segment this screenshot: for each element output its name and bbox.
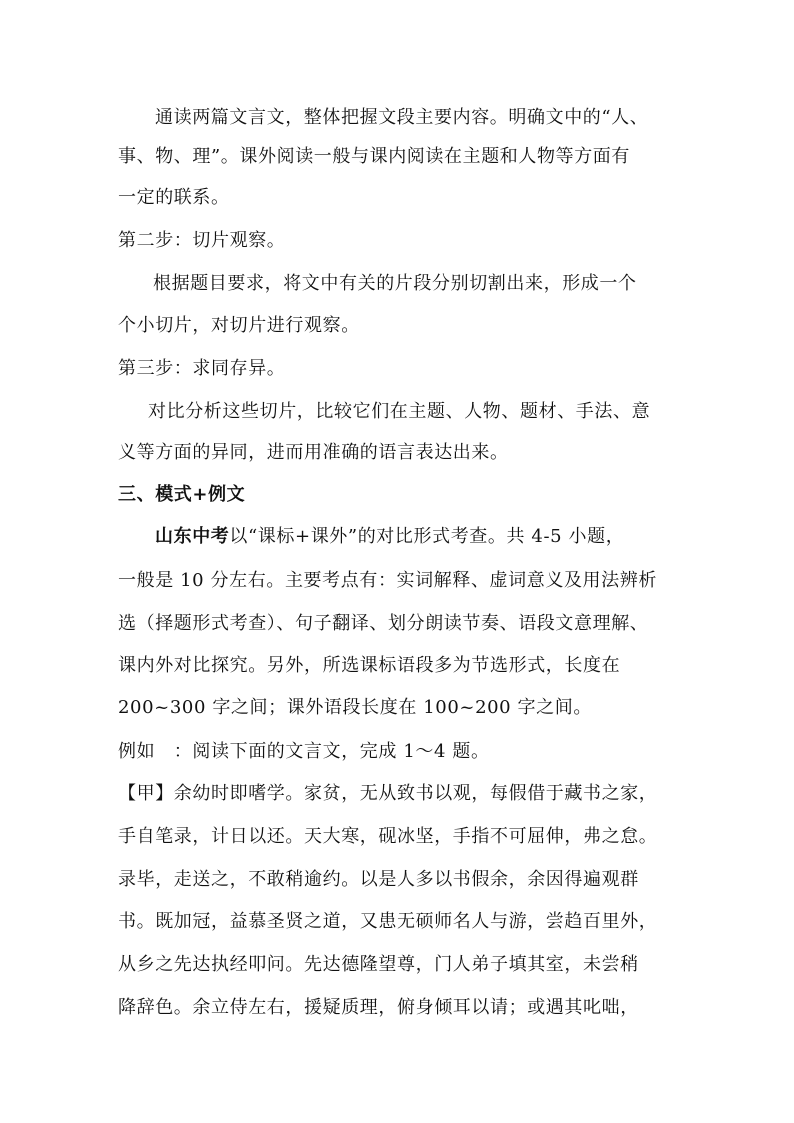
- paragraph-line: 个小切片，对切片进行观察。: [118, 315, 360, 336]
- classical-text-line: 从乡之先达执经叩问。先达德隆望尊，门人弟子填其室，未尝稍: [118, 954, 639, 975]
- paragraph-line: 根据题目要求，将文中有关的片段分别切割出来，形成一个: [153, 273, 637, 294]
- paragraph-line: 200~300 字之间；课外语段长度在 100~200 字之间。: [118, 697, 592, 718]
- classical-text-line: 【甲】余幼时即嗜学。家贫，无从致书以观，每假借于藏书之家，: [118, 783, 658, 804]
- example-intro: 例如 ：阅读下面的文言文，完成 1～4 题。: [118, 741, 490, 762]
- paragraph-line: 义等方面的异同，进而用准确的语言表达出来。: [118, 442, 509, 463]
- step-heading: 第二步：切片观察。: [118, 230, 286, 251]
- step-heading: 第三步：求同存异。: [118, 358, 286, 379]
- paragraph-line: 选（择题形式考查）、句子翻译、划分朗读节奏、语段文意理解、: [118, 613, 649, 634]
- classical-text-line: 手自笔录，计日以还。天大寒，砚冰坚，手指不可屈伸，弗之怠。: [118, 826, 658, 847]
- classical-text-line: 书。既加冠，益慕圣贤之道，又患无硕师名人与游，尝趋百里外，: [118, 911, 658, 932]
- paragraph-line: 课内外对比探究。另外，所选课标语段多为节选形式，长度在: [118, 655, 621, 676]
- paragraph-line: 通读两篇文言文，整体把握文段主要内容。明确文中的“人、: [155, 107, 649, 128]
- paragraph-line: 一般是 10 分左右。主要考点有：实词解释、虚词意义及用法辨析: [118, 570, 657, 591]
- paragraph-line-with-emphasis: [155, 525, 624, 549]
- paragraph-line: 对比分析这些切片，比较它们在主题、人物、题材、手法、意: [148, 401, 651, 422]
- paragraph-line: 一定的联系。: [118, 187, 230, 208]
- paragraph-line: 事、物、理”。课外阅读一般与课内阅读在主题和人物等方面有: [118, 146, 630, 167]
- paragraph-text: 以“课标+课外”的对比形式考查。共 4-5 小题，: [229, 526, 625, 547]
- emphasis-text: 山东中考: [155, 526, 230, 547]
- classical-text-line: 录毕，走送之，不敢稍逾约。以是人多以书假余，余因得遍观群: [118, 869, 639, 890]
- classical-text-line: 降辞色。余立侍左右，援疑质理，俯身倾耳以请；或遇其叱咄，: [118, 997, 639, 1018]
- section-heading: 三、模式+例文: [118, 484, 246, 505]
